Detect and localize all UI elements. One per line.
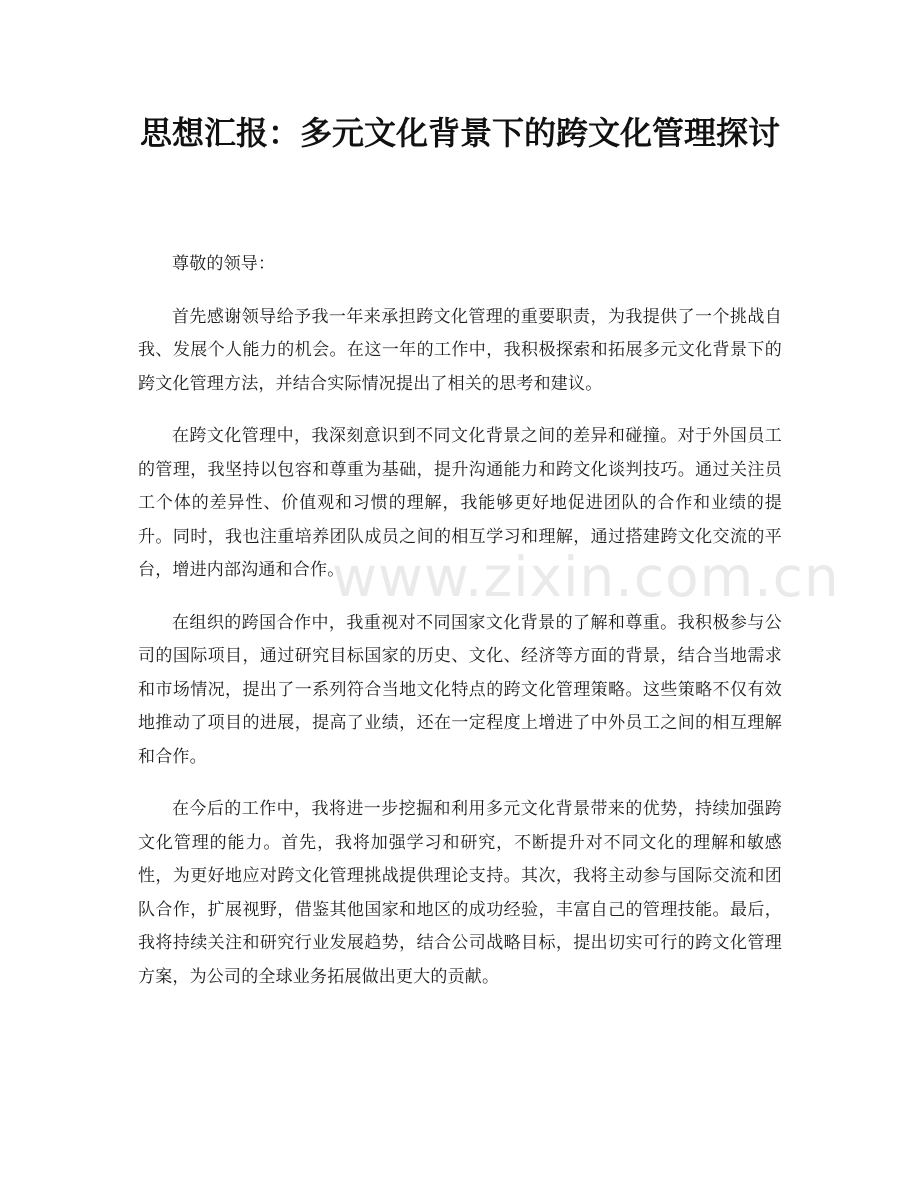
salutation: 尊敬的领导： (172, 254, 276, 274)
document-title: 思想汇报：多元文化背景下的跨文化管理探讨 (139, 114, 780, 152)
watermark: www.zixin.com.cn (332, 545, 840, 609)
paragraph-3: 在组织的跨国合作中，我重视对不同国家文化背景的了解和尊重。我积极参与公司的国际项目，通过研究目标国家的历史、文化、经济等方面的背景，结合当地需求和市场情况，提出了一系列符合当地文化特点的跨文化管理策略。这些策略不仅有效地推动了项目的进展，提高了业绩，还在一定程度上增进了中外员工之间的相互理解和合作。 (138, 612, 782, 767)
document-body (138, 248, 782, 1013)
paragraph-2: 在跨文化管理中，我深刻意识到不同文化背景之间的差异和碰撞。对于外国员工的管理，我坚持以包容和尊重为基础，提升沟通能力和跨文化谈判技巧。通过关注员工个体的差异性、价值观和习惯的理解，我能够更好地促进团队的合作和业绩的提升。同时，我也注重培养团队成员之间的相互学习和理解，通过搭建跨文化交流的平台，增进内部沟通和合作。 (138, 426, 782, 580)
paragraph-4: 在今后的工作中，我将进一步挖掘和利用多元文化背景带来的优势，持续加强跨文化管理的能力。首先，我将加强学习和研究，不断提升对不同文化的理解和敏感性，为更好地应对跨文化管理挑战提供理论支持。其次，我将主动参与国际交流和团队合作，扩展视野，借鉴其他国家和地区的成功经验，丰富自己的管理技能。最后，我将持续关注和研究行业发展趋势，结合公司战略目标，提出切实可行的跨文化管理方案，为公司的全球业务拓展做出更大的贡献。 (138, 799, 782, 987)
paragraph-1: 首先感谢领导给予我一年来承担跨文化管理的重要职责，为我提供了一个挑战自我、发展个人能力的机会。在这一年的工作中，我积极探索和拓展多元文化背景下的跨文化管理方法，并结合实际情况提出了相关的思考和建议。 (138, 306, 782, 394)
